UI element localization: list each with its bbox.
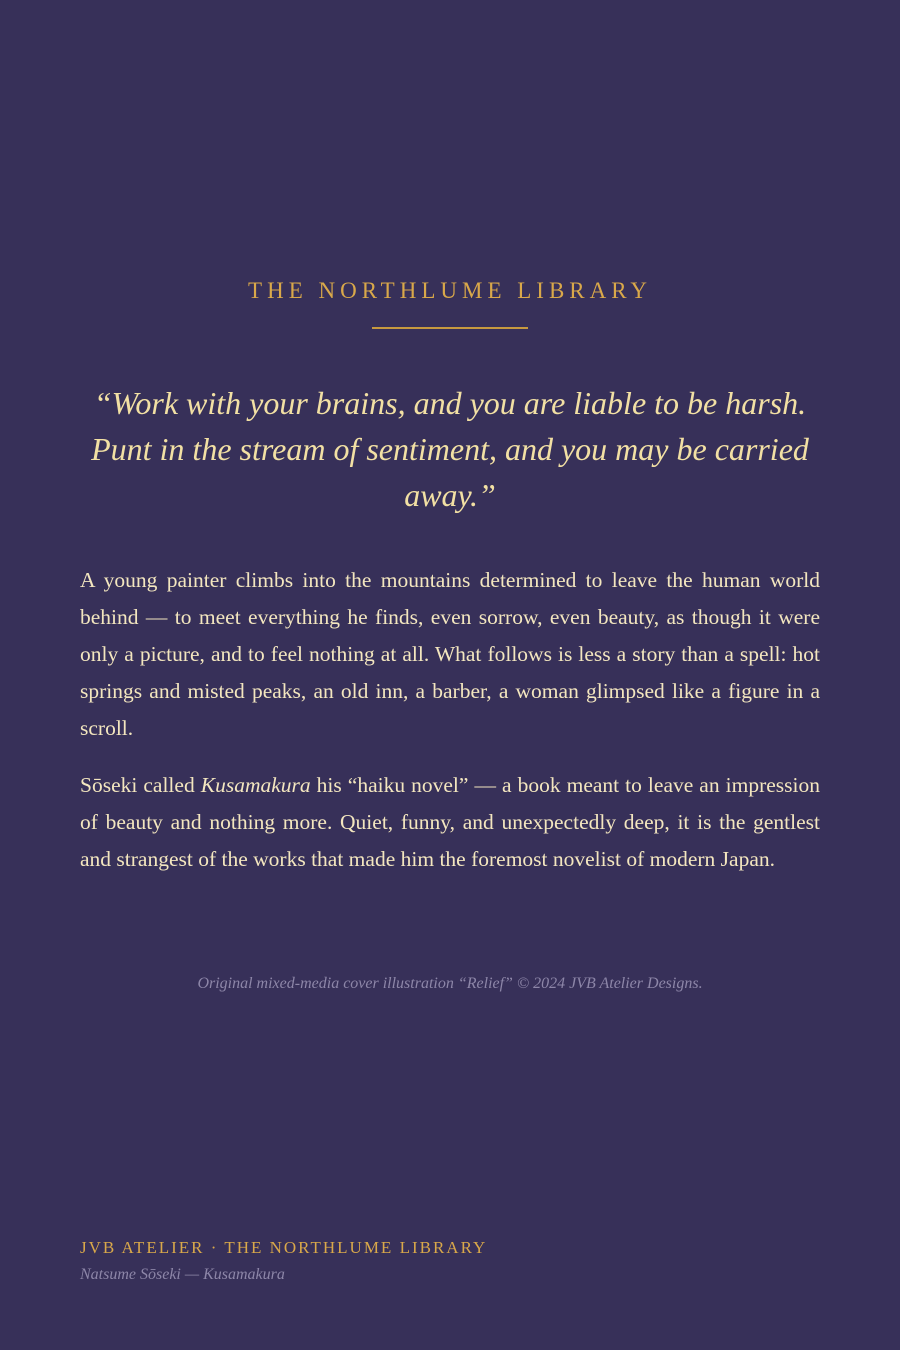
blurb-p2-rest: his “haiku novel” — a book meant to leave an impression of beauty and nothing more. Quiet, funny, and unexpectedly deep, it is the gentlest and strangest of the works that made him the foremost novelist of modern Japan. <box>80 773 820 871</box>
book-title: Kusamakura <box>200 773 311 797</box>
series-title: THE NORTHLUME LIBRARY <box>248 278 652 303</box>
illustration-credit: Original mixed-media cover illustration “Relief” © 2024 JVB Atelier Designs. <box>197 975 703 992</box>
epigraph-quote: “Work with your brains, and you are liable to be harsh. Punt in the stream of sentiment, and you may be carried away.” <box>91 385 809 513</box>
blurb <box>80 562 820 898</box>
footer-author-title: Natsume Sōseki — Kusamakura <box>80 1266 285 1283</box>
title-divider <box>372 327 528 329</box>
blurb-p2-lead: Sōseki called <box>80 773 201 797</box>
blurb-paragraph-1: A young painter climbs into the mountains determined to leave the human world behind — to meet everything he finds, even sorrow, even beauty, as though it were only a picture, and to feel nothing at all. What follows is less a story than a spell: hot springs and misted peaks, an old inn, a barber, a woman glimpsed like a figure in a scroll. <box>80 568 820 740</box>
blurb-paragraph-2 <box>80 767 820 878</box>
footer-brand: JVB ATELIER · THE NORTHLUME LIBRARY <box>80 1238 488 1257</box>
